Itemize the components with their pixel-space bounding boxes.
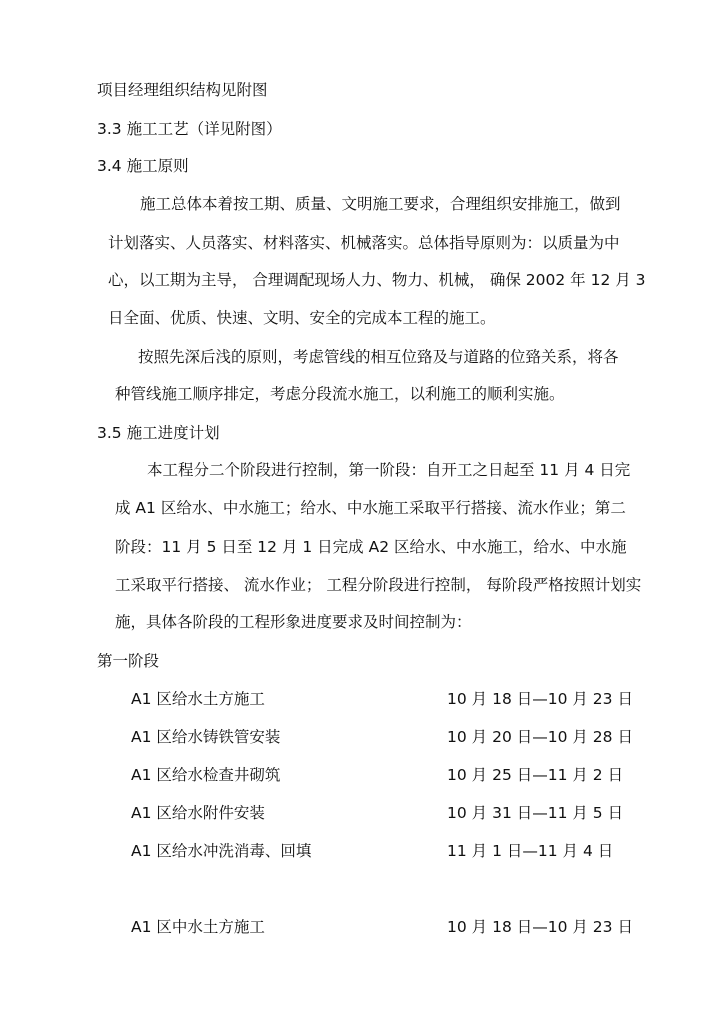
schedule-date: 10 月 25 日—11 月 2 日 (447, 766, 624, 784)
schedule-task: A1 区给水附件安装 (131, 804, 265, 822)
schedule-row (0, 689, 724, 709)
phase-one-heading: 第一阶段 (97, 652, 160, 670)
principle-paragraph-line: 心，以工期为主导， 合理调配现场人力、物力、机械， 确保 2002 年 12 月 3 (108, 271, 646, 289)
schedule-row (0, 841, 724, 861)
schedule-row (0, 727, 724, 747)
org-chart-note: 项目经理组织结构见附图 (97, 81, 268, 99)
schedule-date: 10 月 18 日—10 月 23 日 (447, 690, 633, 708)
schedule-row (0, 765, 724, 785)
principle-paragraph-line: 计划落实、人员落实、材料落实、机械落实。总体指导原则为：以质量为中 (108, 234, 620, 252)
schedule-paragraph-line: 阶段：11 月 5 日至 12 月 1 日完成 A2 区给水、中水施工，给水、中水施 (115, 538, 627, 556)
schedule-task: A1 区给水检查井砌筑 (131, 766, 281, 784)
schedule-date: 10 月 31 日—11 月 5 日 (447, 804, 624, 822)
sequence-paragraph-line: 按照先深后浅的原则，考虑管线的相互位臵及与道路的位臵关系，将各 (138, 348, 619, 366)
schedule-paragraph-line: 成 A1 区给水、中水施工；给水、中水施工采取平行搭接、流水作业；第二 (115, 499, 626, 517)
schedule-row (0, 803, 724, 823)
sequence-paragraph-line: 种管线施工顺序排定，考虑分段流水施工，以利施工的顺利实施。 (115, 385, 565, 403)
schedule-date: 11 月 1 日—11 月 4 日 (447, 842, 614, 860)
schedule-date: 10 月 18 日—10 月 23 日 (447, 918, 633, 936)
principle-paragraph-line: 施工总体本着按工期、质量、文明施工要求，合理组织安排施工，做到 (140, 195, 621, 213)
schedule-task: A1 区给水土方施工 (131, 690, 265, 708)
principle-paragraph-line: 日全面、优质、快速、文明、安全的完成本工程的施工。 (108, 309, 496, 327)
schedule-paragraph-line: 工采取平行搭接、 流水作业； 工程分阶段进行控制， 每阶段严格按照计划实 (115, 576, 642, 594)
schedule-task: A1 区给水冲洗消毒、回填 (131, 842, 312, 860)
section-3-4-heading: 3.4 施工原则 (97, 157, 189, 175)
section-3-3-heading: 3.3 施工工艺（详见附图） (97, 120, 282, 138)
schedule-task: A1 区中水土方施工 (131, 918, 265, 936)
schedule-paragraph-line: 施，具体各阶段的工程形象进度要求及时间控制为： (115, 613, 472, 631)
section-3-5-heading: 3.5 施工进度计划 (97, 424, 220, 442)
schedule-task: A1 区给水铸铁管安装 (131, 728, 281, 746)
schedule-paragraph-line: 本工程分二个阶段进行控制，第一阶段：自开工之日起至 11 月 4 日完 (147, 461, 631, 479)
schedule-date: 10 月 20 日—10 月 28 日 (447, 728, 633, 746)
schedule-row (0, 917, 724, 937)
